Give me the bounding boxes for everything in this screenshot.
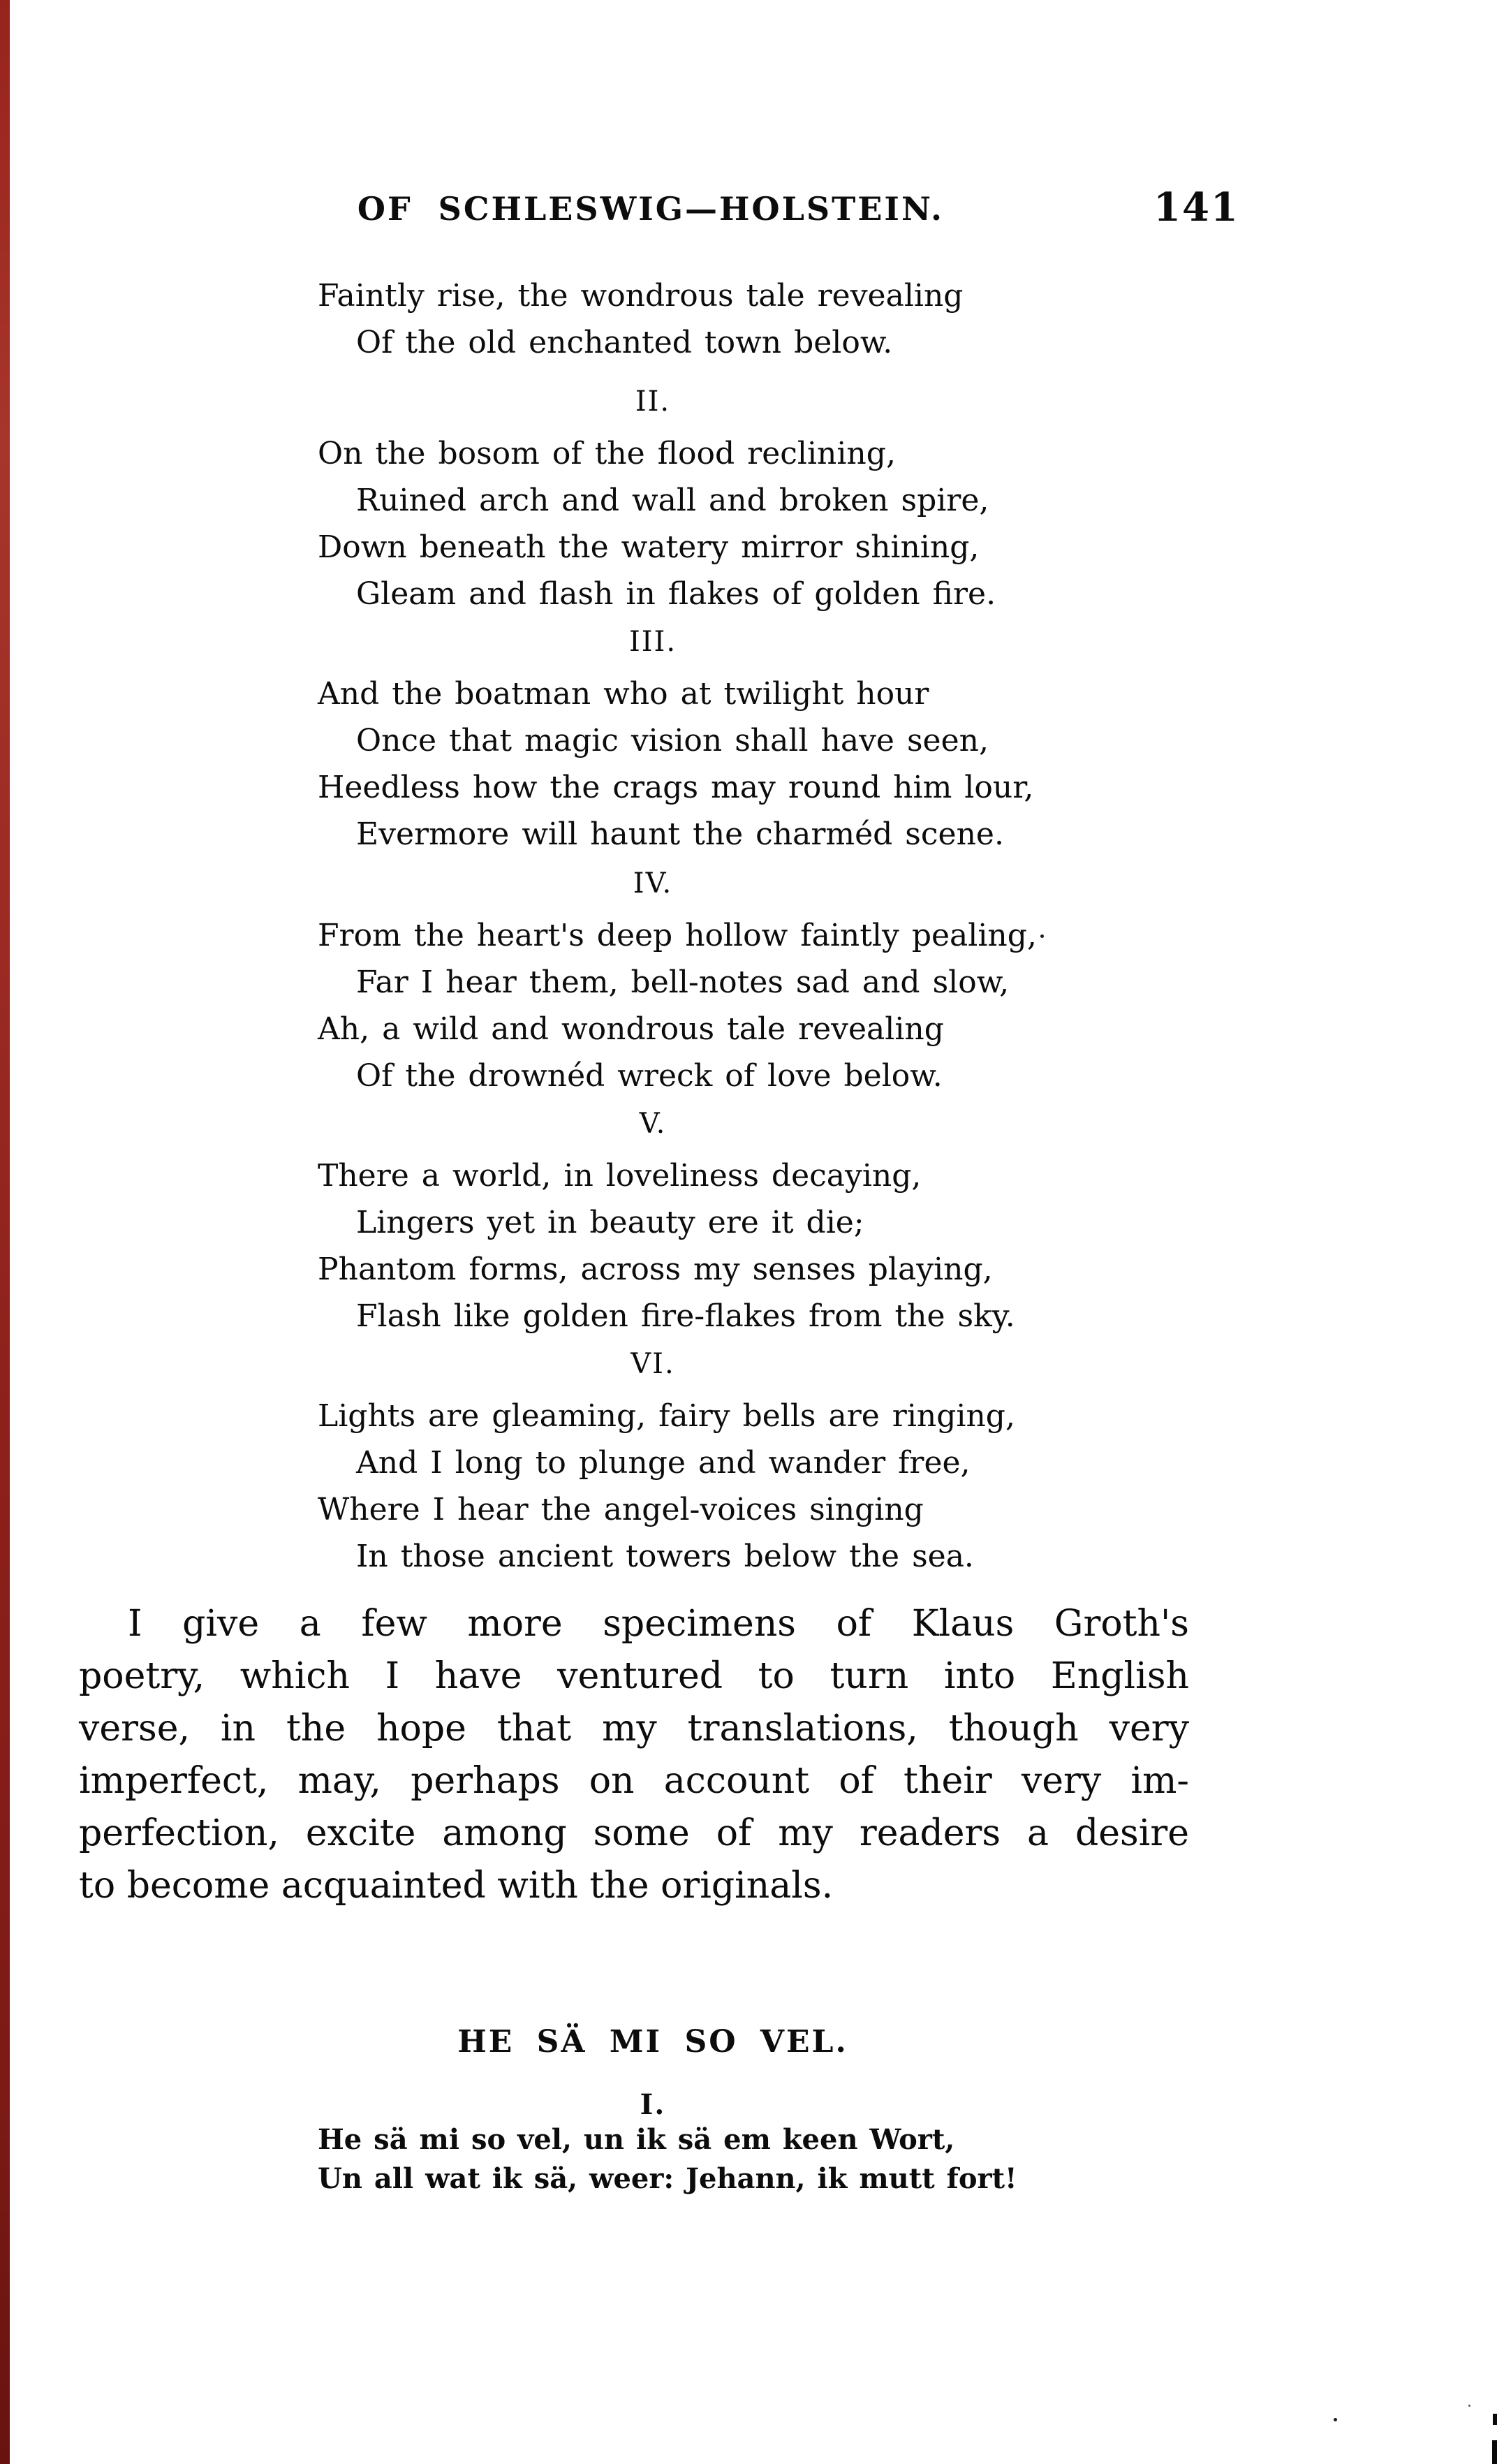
poem-line: Ruined arch and wall and broken spire, (356, 483, 989, 518)
stanza-numeral-5: V. (639, 1108, 667, 1140)
poem-line: Faintly rise, the wondrous tale revealing (318, 278, 964, 314)
stanza-numeral-2: II. (635, 386, 671, 418)
poem-line: Un all wat ik sä, weer: Jehann, ik mutt fort! (318, 2162, 1017, 2195)
paragraph-line: perfection, excite among some of my readers a desire (79, 1812, 1189, 1854)
poem-line: Evermore will haunt the charméd scene. (356, 816, 1004, 852)
stanza-3 (318, 670, 1033, 858)
poem-line: Of the drownéd wreck of love below. (356, 1058, 943, 1094)
scan-speck (1468, 2405, 1470, 2407)
poem-line: Of the old enchanted town below. (356, 325, 893, 360)
paragraph-line: imperfect, may, perhaps on account of their very im- (79, 1760, 1189, 1802)
stanza-numeral-3: III. (628, 626, 677, 658)
prose-paragraph (79, 1598, 1189, 1912)
stanza-numeral-4: IV. (633, 867, 673, 900)
stanza-4 (318, 912, 1037, 1099)
paragraph-line: verse, in the hope that my translations, though very (79, 1708, 1189, 1750)
poem-line: Gleam and flash in flakes of golden fire. (356, 576, 996, 612)
page-number: 141 (1153, 184, 1239, 230)
poem-line: Lights are gleaming, fairy bells are ringing, (318, 1398, 1015, 1434)
poem-line: Where I hear the angel-voices singing (318, 1492, 924, 1527)
poem-line: Lingers yet in beauty ere it die; (356, 1205, 864, 1240)
poem-line: Phantom forms, across my senses playing, (318, 1252, 993, 1287)
poem-line: Flash like golden fire-flakes from the sky. (356, 1298, 1015, 1334)
poem-opening-couplet (318, 272, 963, 366)
stanza-numeral-1: I. (640, 2088, 666, 2121)
stanza-6 (318, 1393, 1015, 1580)
running-head: OF SCHLESWIG—HOLSTEIN. (357, 190, 945, 228)
poem-line: On the bosom of the flood reclining, (318, 436, 896, 471)
poem-2-stanza-1 (318, 2120, 1017, 2199)
stanza-2 (318, 430, 996, 617)
scan-edge-mark (1493, 2414, 1497, 2425)
poem-title: HE SÄ MI SO VEL. (457, 2024, 848, 2060)
poem-line: He sä mi so vel, un ik sä em keen Wort, (318, 2123, 955, 2156)
poem-line: In those ancient towers below the sea. (356, 1539, 974, 1574)
poem-line: And I long to plunge and wander free, (356, 1445, 971, 1481)
poem-line: Ah, a wild and wondrous tale revealing (318, 1011, 944, 1047)
paragraph-line: poetry, which I have ventured to turn into English (79, 1655, 1189, 1697)
scan-speck (1040, 934, 1044, 938)
poem-line: Down beneath the watery mirror shining, (318, 529, 980, 565)
paragraph-line: I give a few more specimens of Klaus Groth's (128, 1603, 1189, 1645)
scan-edge-mark (1492, 2440, 1497, 2464)
poem-line: And the boatman who at twilight hour (318, 676, 929, 712)
stanza-5 (318, 1152, 1015, 1340)
scan-speck (1334, 2418, 1337, 2421)
poem-line: Heedless how the crags may round him lour, (318, 770, 1034, 805)
poem-line: Once that magic vision shall have seen, (356, 723, 989, 758)
poem-line: From the heart's deep hollow faintly pealing, (318, 918, 1037, 953)
poem-line: Far I hear them, bell-notes sad and slow, (356, 965, 1010, 1000)
paragraph-line: to become acquainted with the originals. (79, 1865, 834, 1907)
stanza-numeral-6: VI. (630, 1348, 675, 1380)
poem-line: There a world, in loveliness decaying, (318, 1158, 922, 1194)
